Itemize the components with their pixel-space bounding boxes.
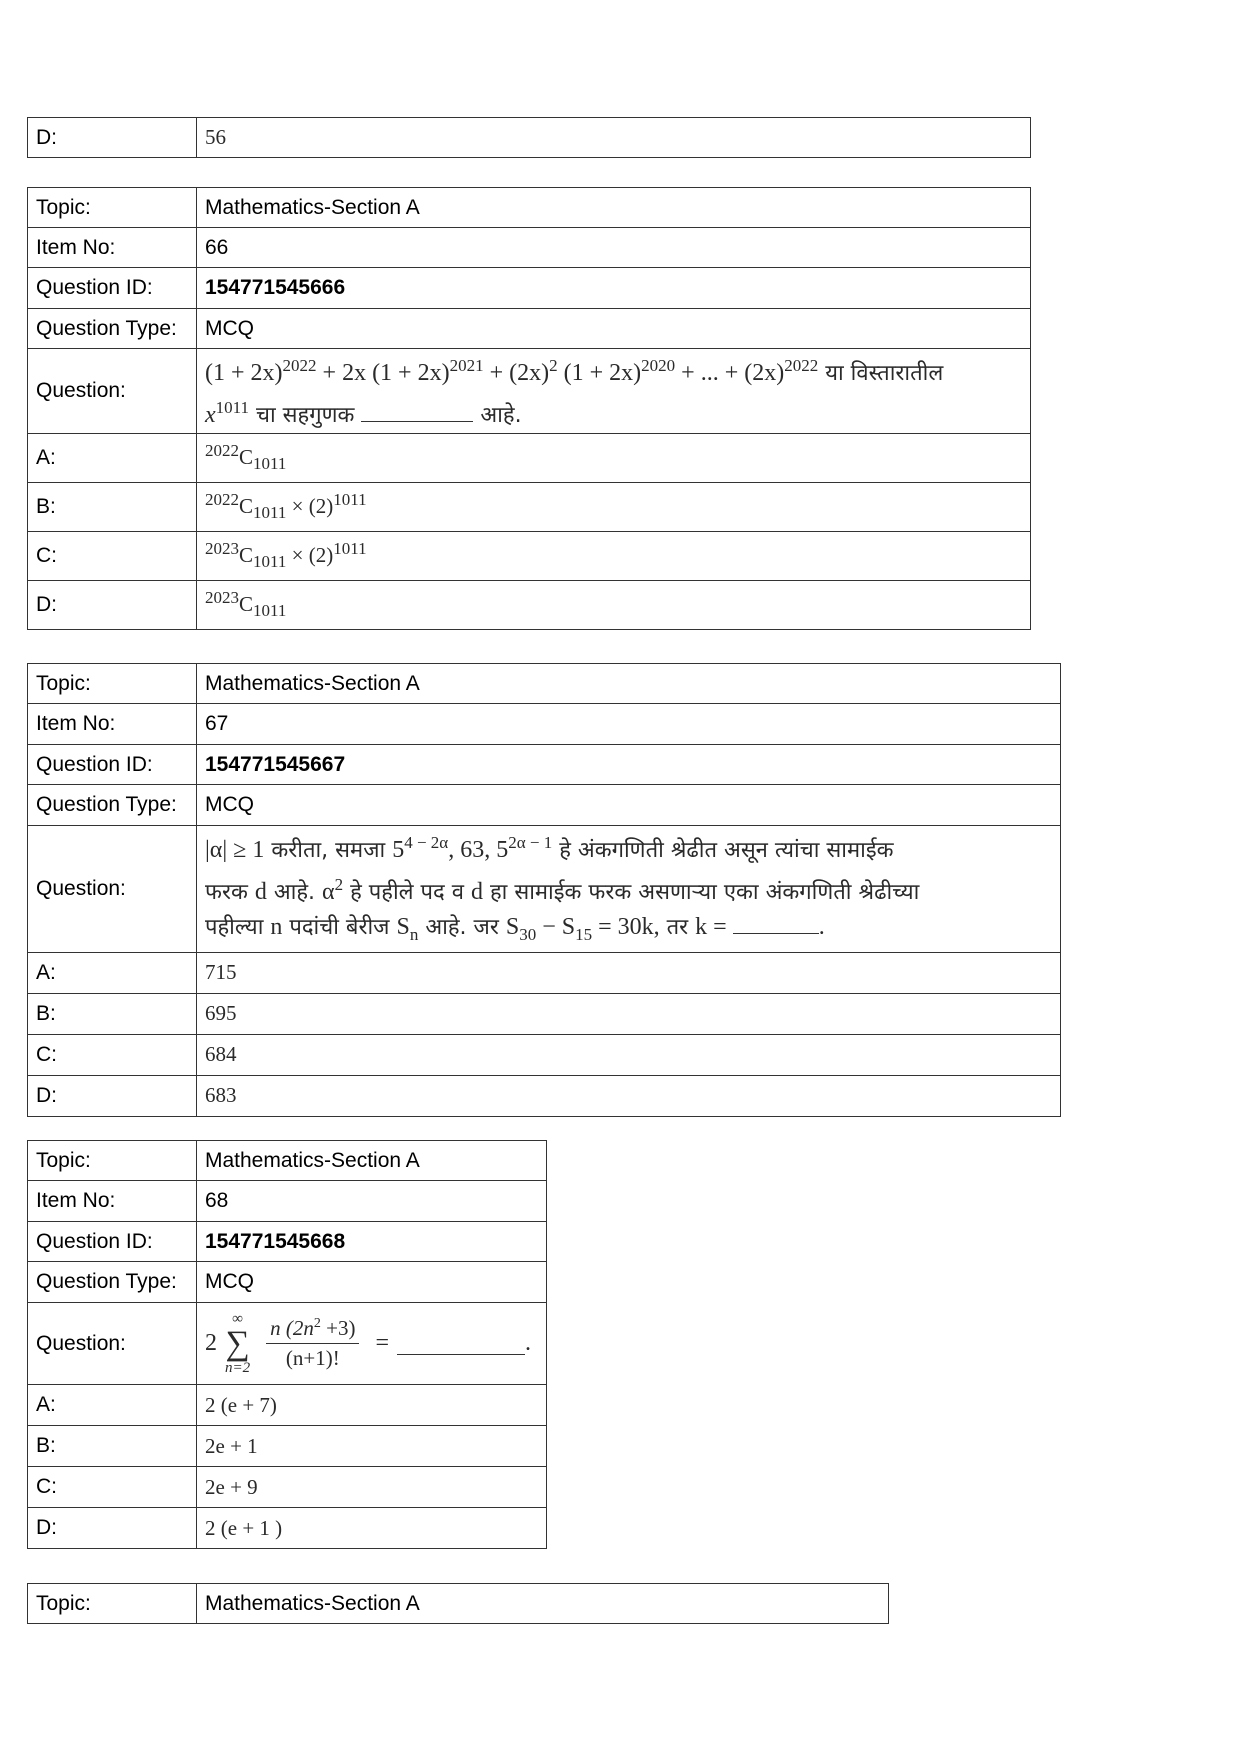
option-value: $^{2022}C_{1011} \times (2)^{1011}$ — [197, 483, 1031, 532]
option-row — [28, 434, 1031, 483]
question-label: Question: — [28, 349, 197, 434]
topic-value: Mathematics-Section A — [197, 664, 1061, 704]
option-row — [28, 532, 1031, 581]
item-label: Item No: — [28, 1181, 197, 1222]
question-type-label: Question Type: — [28, 309, 197, 349]
topic-label: Topic: — [28, 188, 197, 228]
question-label: Question: — [28, 1303, 197, 1385]
topic-value: Mathematics-Section A — [197, 188, 1031, 228]
item-value: 68 — [197, 1181, 547, 1222]
table-row — [28, 228, 1031, 268]
table-row — [28, 118, 1031, 158]
option-label: B: — [28, 993, 197, 1034]
question-id-value: 154771545666 — [197, 268, 1031, 309]
topic-value: Mathematics-Section A — [197, 1584, 889, 1624]
option-row — [28, 1467, 547, 1508]
option-value: $^{2023}C_{1011} \times (2)^{1011}$ — [197, 532, 1031, 581]
option-label: C: — [28, 1034, 197, 1075]
item-value: 67 — [197, 704, 1061, 745]
question-69-table — [27, 1583, 889, 1624]
question-text: |α| ≥ 1 करीता, समजा $5^{4 - 2\alpha}$, 63, $5^{2\alpha - 1}$ हे अंकगणिती श्रेढीत असून त्यांचा सामाईक फरक d आहे. $\alpha^2$ हे पहीले पद व d हा सामाईक फरक असणाऱ्या एका अंकगणिती श्रेढीच्या पहील्या n पदांची बेरीज $S_n$ आहे. जर $S_{30} - S_{15} = 30k$, तर k = . — [197, 826, 1061, 953]
table-row — [28, 309, 1031, 349]
item-label: Item No: — [28, 228, 197, 268]
table-row — [28, 1181, 547, 1222]
option-row — [28, 1034, 1061, 1075]
option-row — [28, 993, 1061, 1034]
option-label: A: — [28, 434, 197, 483]
question-type-value: MCQ — [197, 1262, 547, 1303]
question-id-label: Question ID: — [28, 745, 197, 785]
question-id-value: 154771545668 — [197, 1222, 547, 1262]
topic-label: Topic: — [28, 1141, 197, 1181]
question-id-label: Question ID: — [28, 268, 197, 309]
table-row — [28, 1141, 547, 1181]
question-id-value: 154771545667 — [197, 745, 1061, 785]
option-value: $^{2022}C_{1011}$ — [197, 434, 1031, 483]
question-label: Question: — [28, 826, 197, 953]
option-label: D: — [28, 1508, 197, 1549]
option-value: 683 — [197, 1075, 1061, 1116]
answer-blank — [361, 401, 473, 422]
question-text — [197, 1303, 547, 1385]
question-type-value: MCQ — [197, 785, 1061, 826]
option-value: 2 (e + 7) — [197, 1385, 547, 1426]
table-row — [28, 188, 1031, 228]
summation-expression: 2 ∞ ∑ n=2 $\frac{n (2n^2 +3)}{(n+1)!}$ = . — [205, 1310, 532, 1376]
option-value: 2e + 1 — [197, 1426, 547, 1467]
table-row — [28, 745, 1061, 785]
option-value: $^{2023}C_{1011}$ — [197, 581, 1031, 630]
option-value: 695 — [197, 993, 1061, 1034]
option-label: D: — [28, 1075, 197, 1116]
option-label: A: — [28, 1385, 197, 1426]
table-row — [28, 268, 1031, 309]
table-row — [28, 1584, 889, 1624]
option-label: C: — [28, 532, 197, 581]
option-value: 56 — [197, 118, 1031, 158]
option-label: A: — [28, 952, 197, 993]
table-row — [28, 349, 1031, 434]
question-id-label: Question ID: — [28, 1222, 197, 1262]
question-68-table — [27, 1140, 547, 1549]
question-66-table — [27, 187, 1031, 630]
table-row — [28, 826, 1061, 953]
table-row — [28, 704, 1061, 745]
question-type-label: Question Type: — [28, 785, 197, 826]
table-row — [28, 1222, 547, 1262]
option-label: C: — [28, 1467, 197, 1508]
option-row — [28, 952, 1061, 993]
item-value: 66 — [197, 228, 1031, 268]
topic-label: Topic: — [28, 1584, 197, 1624]
question-67-table — [27, 663, 1061, 1117]
answer-blank — [397, 1332, 525, 1355]
option-row — [28, 1426, 547, 1467]
option-row — [28, 581, 1031, 630]
table-row — [28, 785, 1061, 826]
option-label: D: — [28, 118, 197, 158]
question-type-value: MCQ — [197, 309, 1031, 349]
option-row — [28, 1385, 547, 1426]
prev-question-table — [27, 117, 1031, 158]
option-label: D: — [28, 581, 197, 630]
answer-blank — [733, 913, 819, 934]
option-row — [28, 1508, 547, 1549]
topic-value: Mathematics-Section A — [197, 1141, 547, 1181]
item-label: Item No: — [28, 704, 197, 745]
option-row — [28, 483, 1031, 532]
table-row — [28, 1303, 547, 1385]
option-label: B: — [28, 483, 197, 532]
topic-label: Topic: — [28, 664, 197, 704]
question-type-label: Question Type: — [28, 1262, 197, 1303]
option-label: B: — [28, 1426, 197, 1467]
option-row — [28, 1075, 1061, 1116]
option-value: 2e + 9 — [197, 1467, 547, 1508]
option-value: 684 — [197, 1034, 1061, 1075]
question-text: $(1 + 2x)^{2022} + 2x$ $(1 + 2x)^{2021} + (2x)^2$ $(1 + 2x)^{2020}$ + ... + $(2x)^{2022}$ या विस्तारातील $x^{1011}$ चा सहगुणक आहे. — [197, 349, 1031, 434]
table-row — [28, 1262, 547, 1303]
option-value: 2 (e + 1 ) — [197, 1508, 547, 1549]
option-value: 715 — [197, 952, 1061, 993]
table-row — [28, 664, 1061, 704]
